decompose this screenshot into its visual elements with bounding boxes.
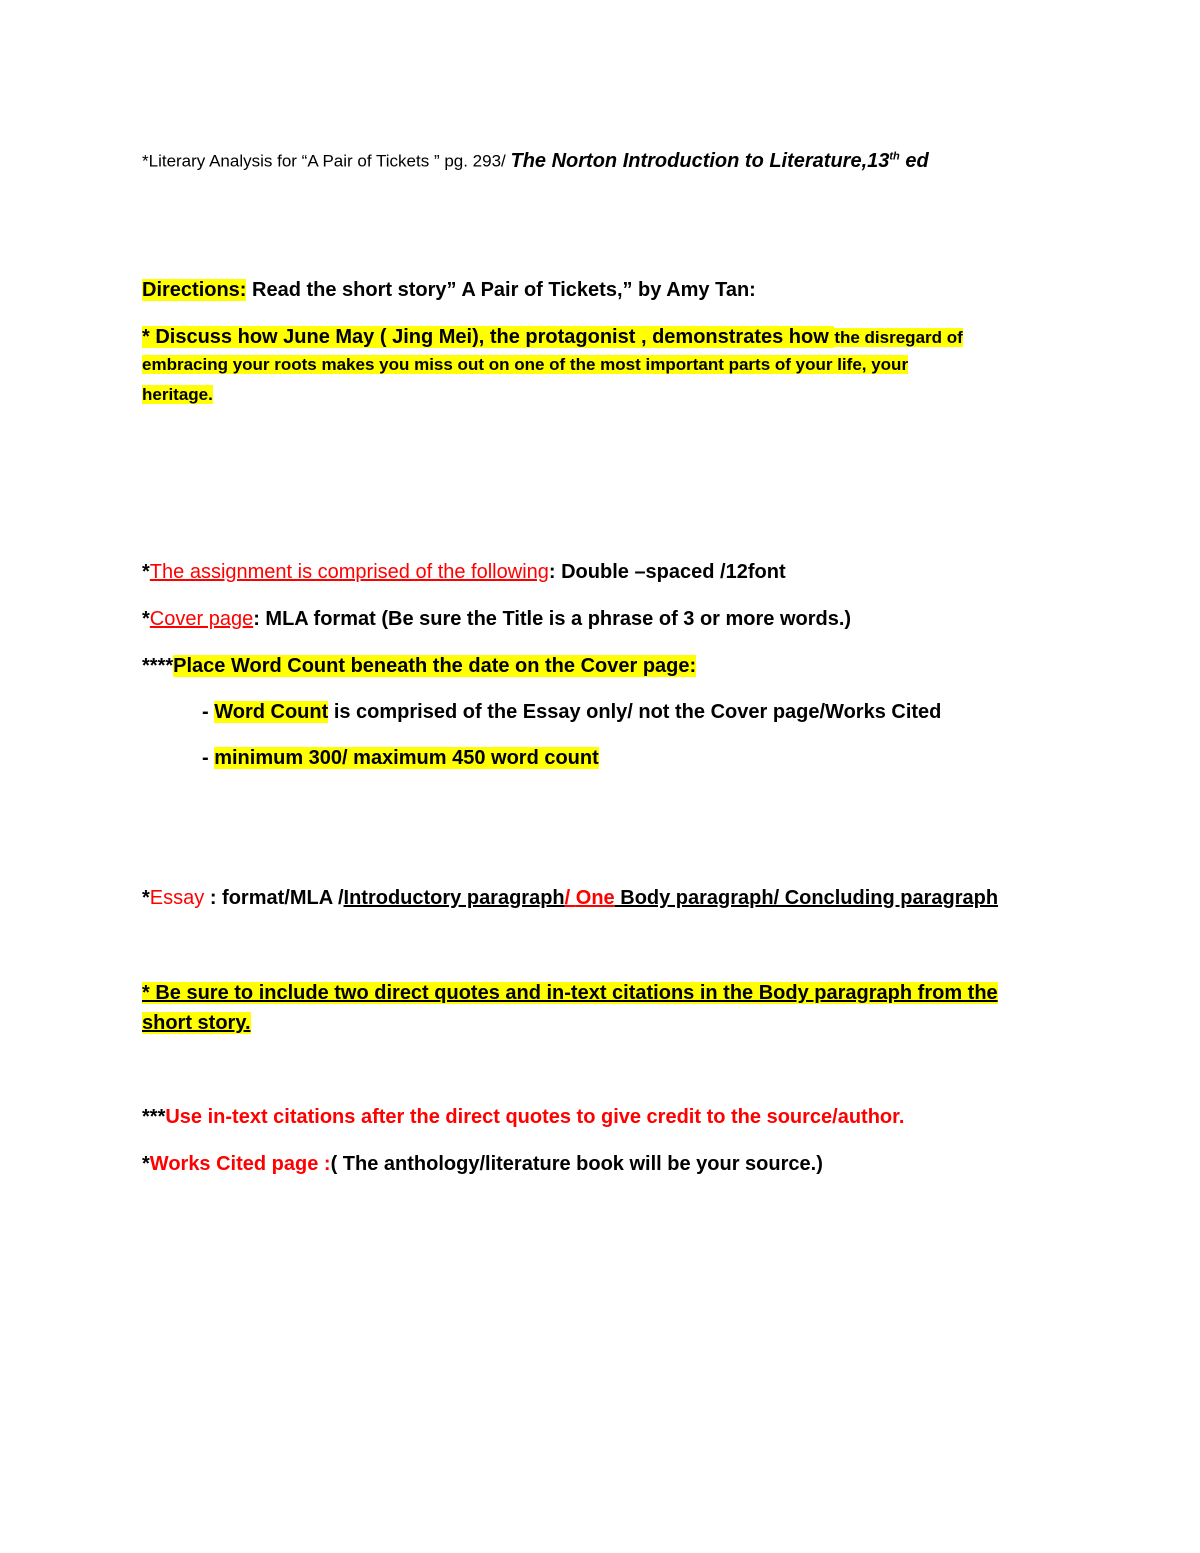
assignment-star: * <box>142 561 150 583</box>
cover-text: : MLA format (Be sure the Title is a phrase of 3 or more words.) <box>253 608 852 630</box>
assignment-text: : Double –spaced /12font <box>548 561 786 583</box>
discuss-line-3 <box>142 382 213 408</box>
essay-rest: Body paragraph/ Concluding paragraph <box>614 887 999 909</box>
works-cited-line <box>142 1151 823 1177</box>
discuss-line-2 <box>142 352 908 378</box>
bullet-1-text: is comprised of the Essay only/ not the Cover page/Works Cited <box>328 701 942 723</box>
essay-star: * <box>142 887 150 909</box>
discuss-text-1: * Discuss how June May ( Jing Mei), the protagonist , demonstrates how <box>142 326 835 348</box>
bullet-1-dash: - <box>202 701 215 723</box>
document-title <box>142 143 929 175</box>
word-count-heading <box>142 653 696 679</box>
bullet-2-dash: - <box>202 747 215 769</box>
quotes-line-1 <box>142 980 998 1006</box>
essay-slash: / <box>564 887 576 909</box>
discuss-text-3: heritage. <box>142 385 213 404</box>
works-cited-star: * <box>142 1153 150 1175</box>
essay-sep: : format/MLA / <box>204 887 344 909</box>
word-count-stars: **** <box>142 655 174 677</box>
directions-text: Read the short story” A Pair of Tickets,” by Amy Tan: <box>246 279 756 301</box>
essay-intro: Introductory paragraph <box>343 887 565 909</box>
essay-one: One <box>575 887 615 909</box>
assignment-line <box>142 559 786 585</box>
book-edition-superscript: th <box>889 150 900 162</box>
book-edition-suffix: ed <box>899 149 929 172</box>
discuss-line-1 <box>142 324 963 351</box>
book-title <box>511 150 929 172</box>
cover-star: * <box>142 608 150 630</box>
quotes-line-2 <box>142 1010 251 1036</box>
bullet-2-text: minimum 300/ maximum 450 word count <box>214 747 599 769</box>
cover-page-line <box>142 606 851 632</box>
citations-line <box>142 1104 904 1130</box>
book-title-text: The Norton Introduction to Literature,13 <box>510 149 890 172</box>
quotes-text-2: short story. <box>142 1012 251 1034</box>
works-cited-text: ( The anthology/literature book will be your source.) <box>330 1153 823 1175</box>
directions-label: Directions: <box>142 279 247 301</box>
discuss-text-2: embracing your roots makes you miss out on one of the most important parts of your life, your <box>142 355 909 374</box>
bullet-1-label: Word Count <box>214 701 329 723</box>
directions-line <box>142 277 756 303</box>
citations-stars: *** <box>142 1106 166 1128</box>
quotes-text-1: * Be sure to include two direct quotes and in-text citations in the Body paragraph from the <box>142 982 998 1004</box>
essay-line <box>142 885 998 911</box>
word-count-bullet-1 <box>202 699 941 725</box>
assignment-label: The assignment is comprised of the following <box>149 561 549 583</box>
citations-text: Use in-text citations after the direct quotes to give credit to the source/author. <box>165 1106 905 1128</box>
title-prefix: *Literary Analysis for “A Pair of Tickets ” pg. 293/ <box>142 151 511 171</box>
discuss-text-1-small: the disregard of <box>834 328 963 347</box>
essay-label: Essay <box>149 887 205 909</box>
word-count-bullet-2 <box>202 745 599 771</box>
cover-label: Cover page <box>149 608 254 630</box>
works-cited-label: Works Cited page : <box>149 1153 331 1175</box>
word-count-heading-text: Place Word Count beneath the date on the Cover page: <box>173 655 697 677</box>
